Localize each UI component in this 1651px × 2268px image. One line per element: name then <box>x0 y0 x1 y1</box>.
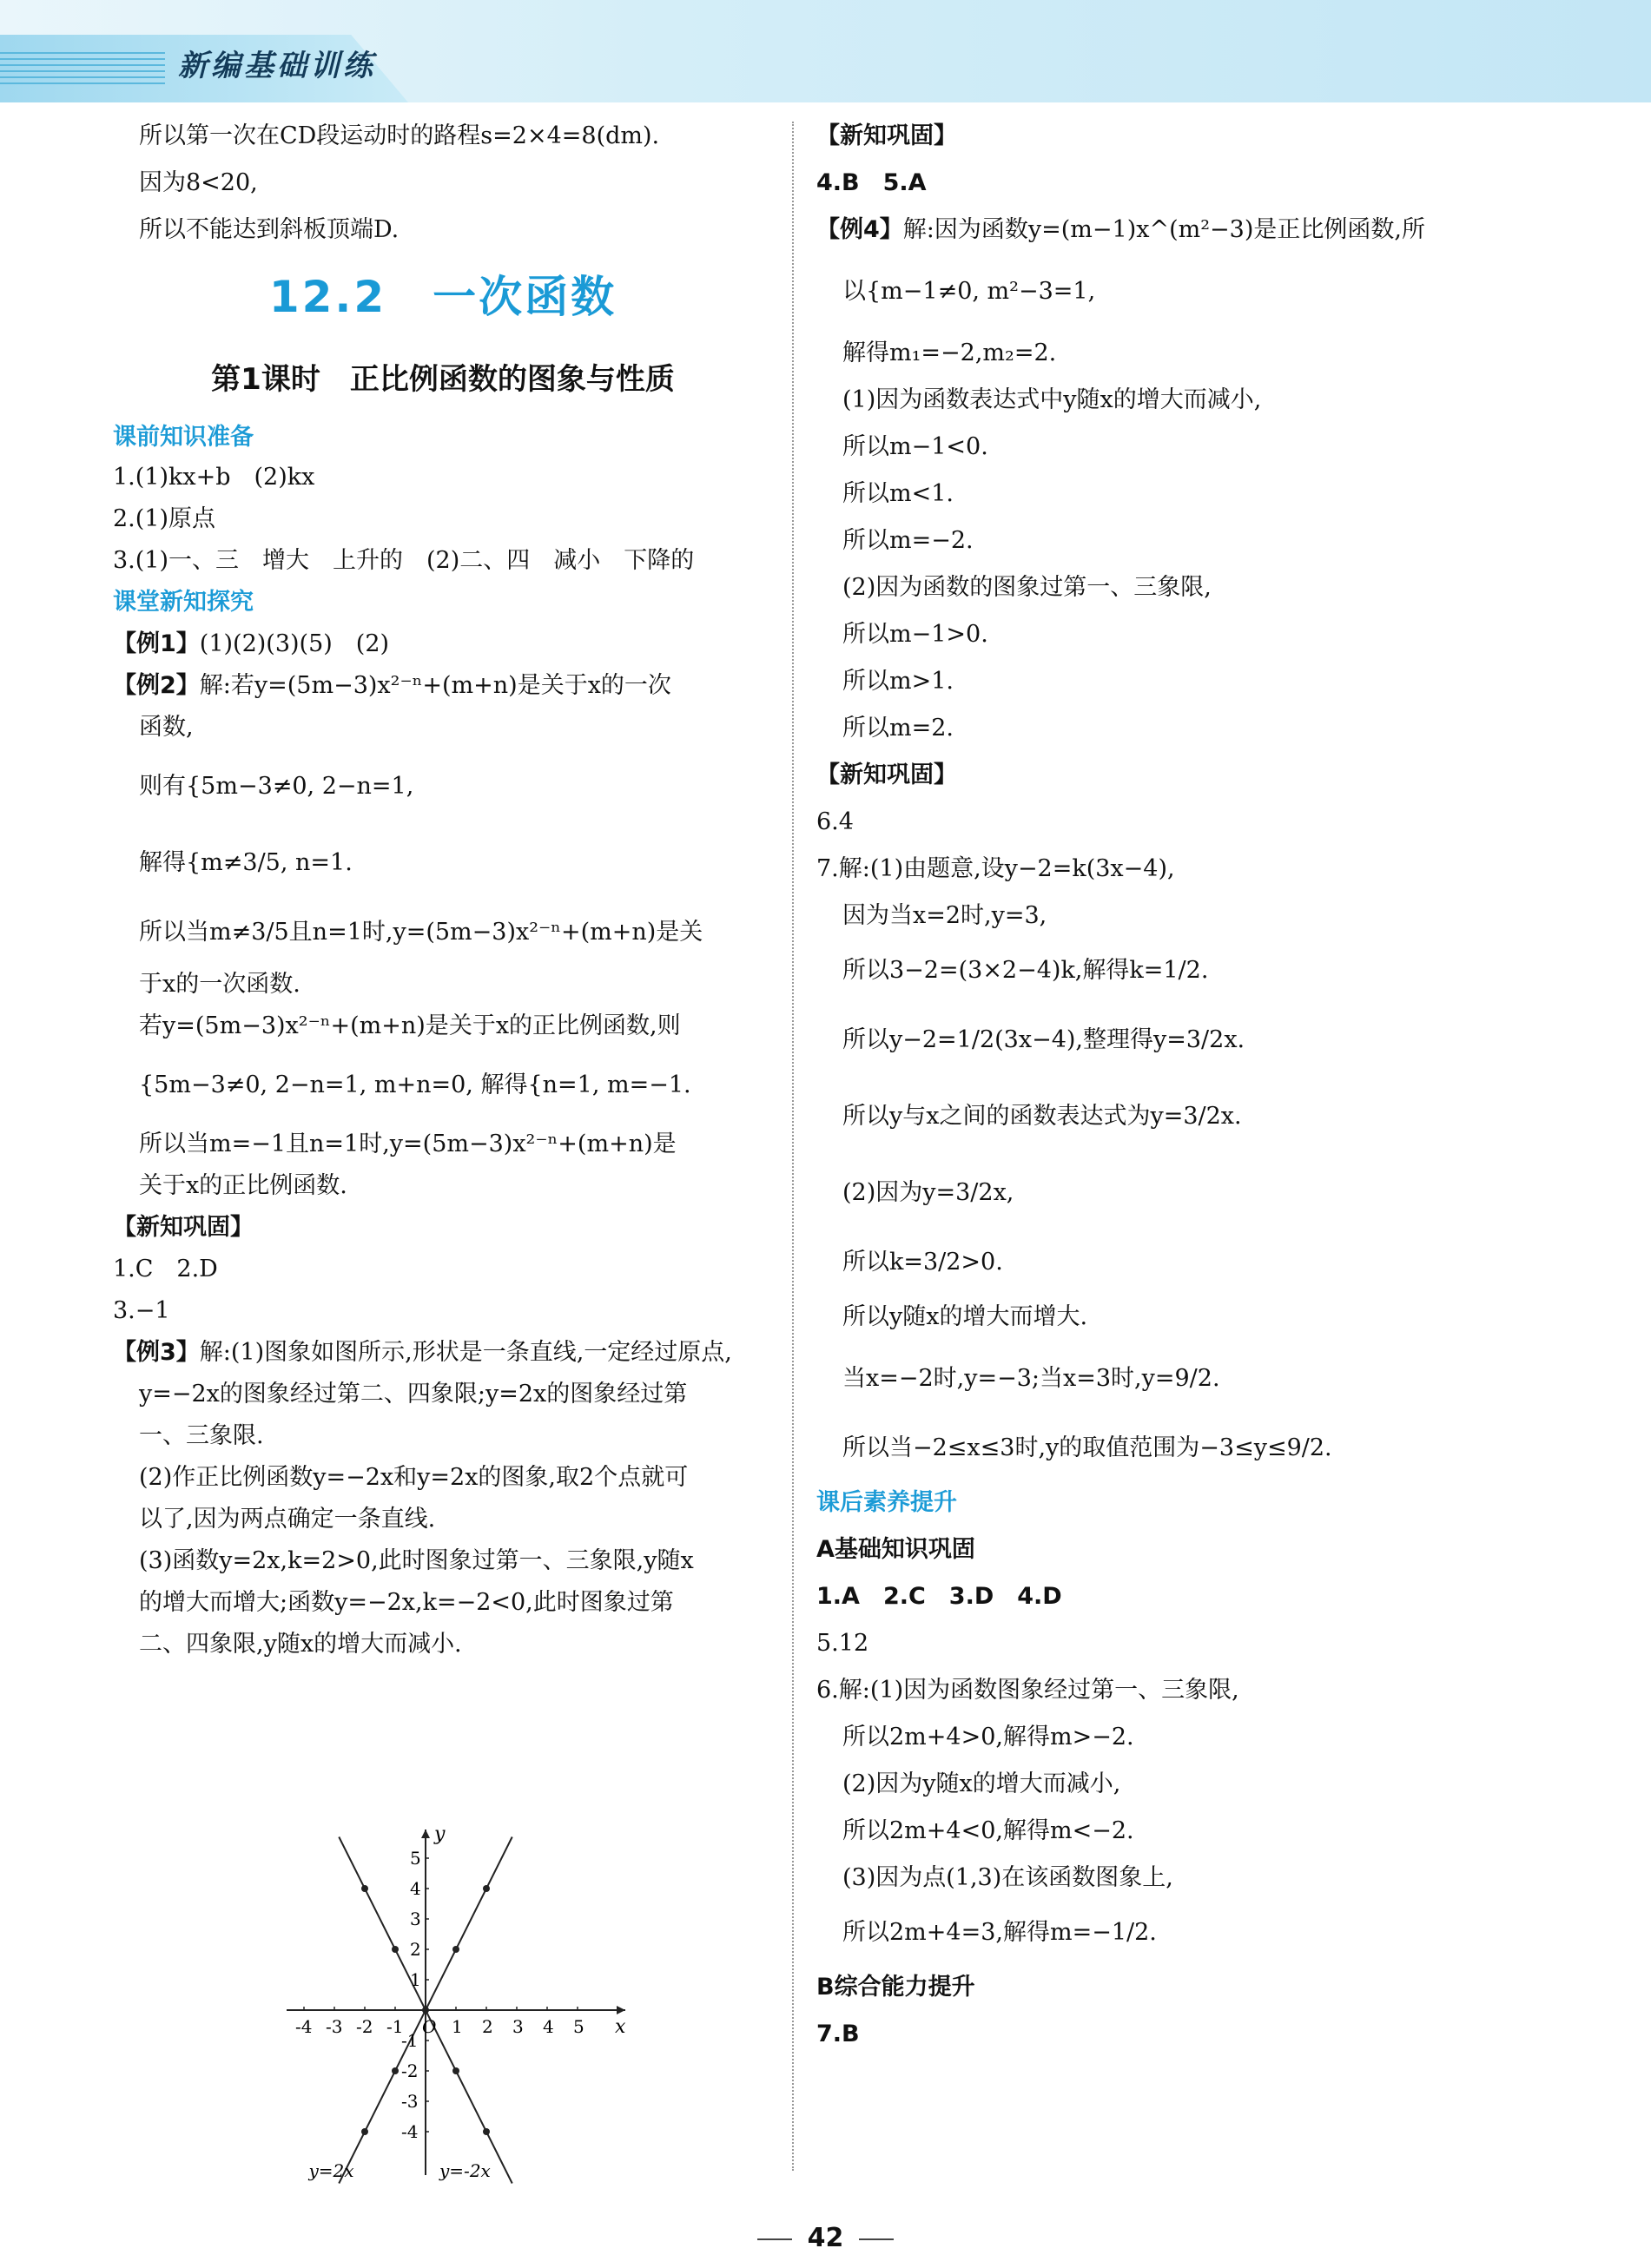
text-line: 解:因为函数y=(m−1)x^(m²−3)是正比例函数,所 <box>902 216 1425 243</box>
plot-point <box>483 1885 490 1892</box>
list-item: 3.−1 <box>113 1297 170 1324</box>
y-axis-arrow <box>421 1830 430 1838</box>
list-item: 3.(1)一、三 增大 上升的 (2)二、四 减小 下降的 <box>113 547 695 574</box>
ex1-text: (1)(2)(3)(5) (2) <box>199 630 390 657</box>
text-line: 关于x的正比例函数. <box>139 1172 347 1199</box>
text-line: 的增大而增大;函数y=−2x,k=−2<0,此时图象过第 <box>139 1589 674 1616</box>
list-item: 4.B 5.A <box>816 169 927 196</box>
x-tick-label: 5 <box>573 2016 584 2037</box>
plot-point <box>392 2067 399 2074</box>
text-line: 一、三象限. <box>139 1422 264 1449</box>
y-tick-label: -2 <box>401 2060 419 2081</box>
book-title: 新编基础训练 <box>178 49 376 83</box>
text-line: 所以当m≠3/5且n=1时,y=(5m−3)x²⁻ⁿ+(m+n)是关 <box>139 919 703 946</box>
text-line: 解得m₁=−2,m₂=2. <box>842 340 1057 366</box>
y-tick-label: 3 <box>410 1909 421 1929</box>
text-line: 所以第一次在CD段运动时的路程s=2×4=8(dm). <box>139 122 660 149</box>
text-line: 因为当x=2时,y=3, <box>842 902 1047 929</box>
list-item: 5.12 <box>816 1630 869 1657</box>
plot-point <box>452 2067 459 2074</box>
text-line: 所以2m+4>0,解得m>−2. <box>842 1724 1134 1750</box>
list-item: 1.A 2.C 3.D 4.D <box>816 1583 1062 1610</box>
plot-point <box>361 2128 368 2135</box>
pre-heading: 课前知识准备 <box>113 424 254 451</box>
text-line: 因为8<20, <box>139 169 258 196</box>
left-column <box>113 113 773 1665</box>
x-tick-label: -3 <box>326 2016 343 2037</box>
text-line: 所以当m=−1且n=1时,y=(5m−3)x²⁻ⁿ+(m+n)是 <box>139 1131 677 1157</box>
text-line: (3)函数y=2x,k=2>0,此时图象过第一、三象限,y随x <box>139 1547 694 1574</box>
text-line: (2)因为y=3/2x, <box>842 1179 1014 1206</box>
after-heading: 课后素养提升 <box>816 1489 957 1516</box>
text-line: 所以m=2. <box>842 715 954 742</box>
plot-point <box>361 1885 368 1892</box>
text-line: 所以2m+4=3,解得m=−1/2. <box>842 1919 1157 1946</box>
plot-point <box>483 2128 490 2135</box>
y-tick-label: 2 <box>410 1939 421 1960</box>
x-tick-label: -1 <box>386 2016 404 2037</box>
x-tick-label: 4 <box>543 2016 554 2037</box>
text-line: 所以3−2=(3×2−4)k,解得k=1/2. <box>842 957 1209 984</box>
graph-axes <box>287 1830 625 2175</box>
right-column <box>816 113 1546 2058</box>
y-tick-label: 1 <box>410 1969 421 1990</box>
ex3-label: 【例3】 <box>113 1339 200 1366</box>
text-line: 所以y−2=1/2(3x−4),整理得y=3/2x. <box>842 1026 1245 1053</box>
list-item: 6.4 <box>816 808 854 835</box>
text-line: 7.解:(1)由题意,设y−2=k(3x−4), <box>816 855 1175 882</box>
text-line: 所以m−1>0. <box>842 621 988 648</box>
text-line: 所以2m+4<0,解得m<−2. <box>842 1817 1134 1844</box>
class-heading: 课堂新知探究 <box>113 589 254 616</box>
consol-heading: 【新知巩固】 <box>816 761 957 788</box>
y-tick-label: -3 <box>401 2091 419 2112</box>
text-line: 所以当−2≤x≤3时,y的取值范围为−3≤y≤9/2. <box>842 1434 1332 1461</box>
text-line: 以{m−1≠0, m²−3=1, <box>842 278 1096 305</box>
text-line: 所以m=−2. <box>842 527 974 554</box>
consol-heading: 【新知巩固】 <box>113 1214 254 1241</box>
consol-heading: 【新知巩固】 <box>816 122 957 149</box>
x-tick-label: 3 <box>512 2016 524 2037</box>
plot-point <box>452 1946 459 1953</box>
lesson-title: 第1课时 正比例函数的图象与性质 <box>211 362 675 397</box>
section-title: 12.2 一次函数 <box>268 272 617 322</box>
text-line: (2)因为y随x的增大而减小, <box>842 1770 1121 1797</box>
text-line: 以了,因为两点确定一条直线. <box>139 1506 436 1533</box>
text-line: 6.解:(1)因为函数图象经过第一、三象限, <box>816 1677 1239 1704</box>
line-label: y=-2x <box>439 2160 491 2181</box>
text-line: 解得{m≠3/5, n=1. <box>139 849 353 876</box>
text-line: 所以不能达到斜板顶端D. <box>139 216 400 243</box>
y-tick-label: -4 <box>401 2121 419 2142</box>
text-line: 所以y随x的增大而增大. <box>842 1303 1088 1330</box>
text-line: 解:(1)图象如图所示,形状是一条直线,一定经过原点, <box>199 1339 732 1366</box>
a-heading: A基础知识巩固 <box>816 1536 975 1563</box>
y-tick-label: 5 <box>410 1848 421 1869</box>
text-line: (3)因为点(1,3)在该函数图象上, <box>842 1864 1173 1891</box>
text-line: 所以m>1. <box>842 668 954 695</box>
text-line: (2)作正比例函数y=−2x和y=2x的图象,取2个点就可 <box>139 1464 689 1491</box>
y-axis-label: y <box>434 1823 446 1845</box>
text-line: 解:若y=(5m−3)x²⁻ⁿ+(m+n)是关于x的一次 <box>199 672 671 699</box>
page-number: 42 <box>0 2223 1651 2253</box>
x-tick-label: 2 <box>482 2016 493 2037</box>
b-heading: B综合能力提升 <box>816 1974 975 2001</box>
list-item: 7.B <box>816 2021 860 2047</box>
origin-point <box>422 2007 429 2014</box>
text-line: 二、四象限,y随x的增大而减小. <box>139 1631 462 1658</box>
text-line: 所以m<1. <box>842 480 954 507</box>
text-line: (2)因为函数的图象过第一、三象限, <box>842 574 1212 601</box>
text-line: {5m−3≠0, 2−n=1, m+n=0, 解得{n=1, m=−1. <box>139 1071 691 1098</box>
text-line: 则有{5m−3≠0, 2−n=1, <box>139 773 414 800</box>
y-tick-label: -1 <box>401 2030 419 2051</box>
text-line: 于x的一次函数. <box>139 971 300 998</box>
function-graph <box>278 1819 643 2184</box>
text-line: 函数, <box>139 714 194 741</box>
x-tick-label: -2 <box>356 2016 373 2037</box>
y-tick-label: 4 <box>410 1878 421 1899</box>
ex4-label: 【例4】 <box>816 216 903 243</box>
text-line: 所以m−1<0. <box>842 433 988 460</box>
x-tick-label: -4 <box>295 2016 313 2037</box>
list-item: 1.(1)kx+b (2)kx <box>113 464 315 491</box>
ex2-label: 【例2】 <box>113 672 200 699</box>
plot-point <box>392 1946 399 1953</box>
text-line: 当x=−2时,y=−3;当x=3时,y=9/2. <box>842 1365 1220 1392</box>
text-line: (1)因为函数表达式中y随x的增大而减小, <box>842 386 1262 413</box>
x-axis-label: x <box>615 2016 626 2038</box>
text-line: y=−2x的图象经过第二、四象限;y=2x的图象经过第 <box>139 1381 688 1408</box>
line-label: y=2x <box>308 2160 354 2181</box>
text-line: 若y=(5m−3)x²⁻ⁿ+(m+n)是关于x的正比例函数,则 <box>139 1012 681 1039</box>
x-tick-label: 1 <box>452 2016 463 2037</box>
text-line: 所以k=3/2>0. <box>842 1249 1003 1276</box>
list-item: 2.(1)原点 <box>113 505 216 532</box>
graph-labels <box>295 1823 626 2181</box>
column-divider <box>792 122 794 2171</box>
origin-label: O <box>422 2016 437 2037</box>
ex1-label: 【例1】 <box>113 630 200 657</box>
list-item: 1.C 2.D <box>113 1256 218 1282</box>
text-line: 所以y与x之间的函数表达式为y=3/2x. <box>842 1103 1242 1130</box>
x-axis-arrow <box>617 2006 625 2014</box>
header-decoration <box>0 52 165 87</box>
